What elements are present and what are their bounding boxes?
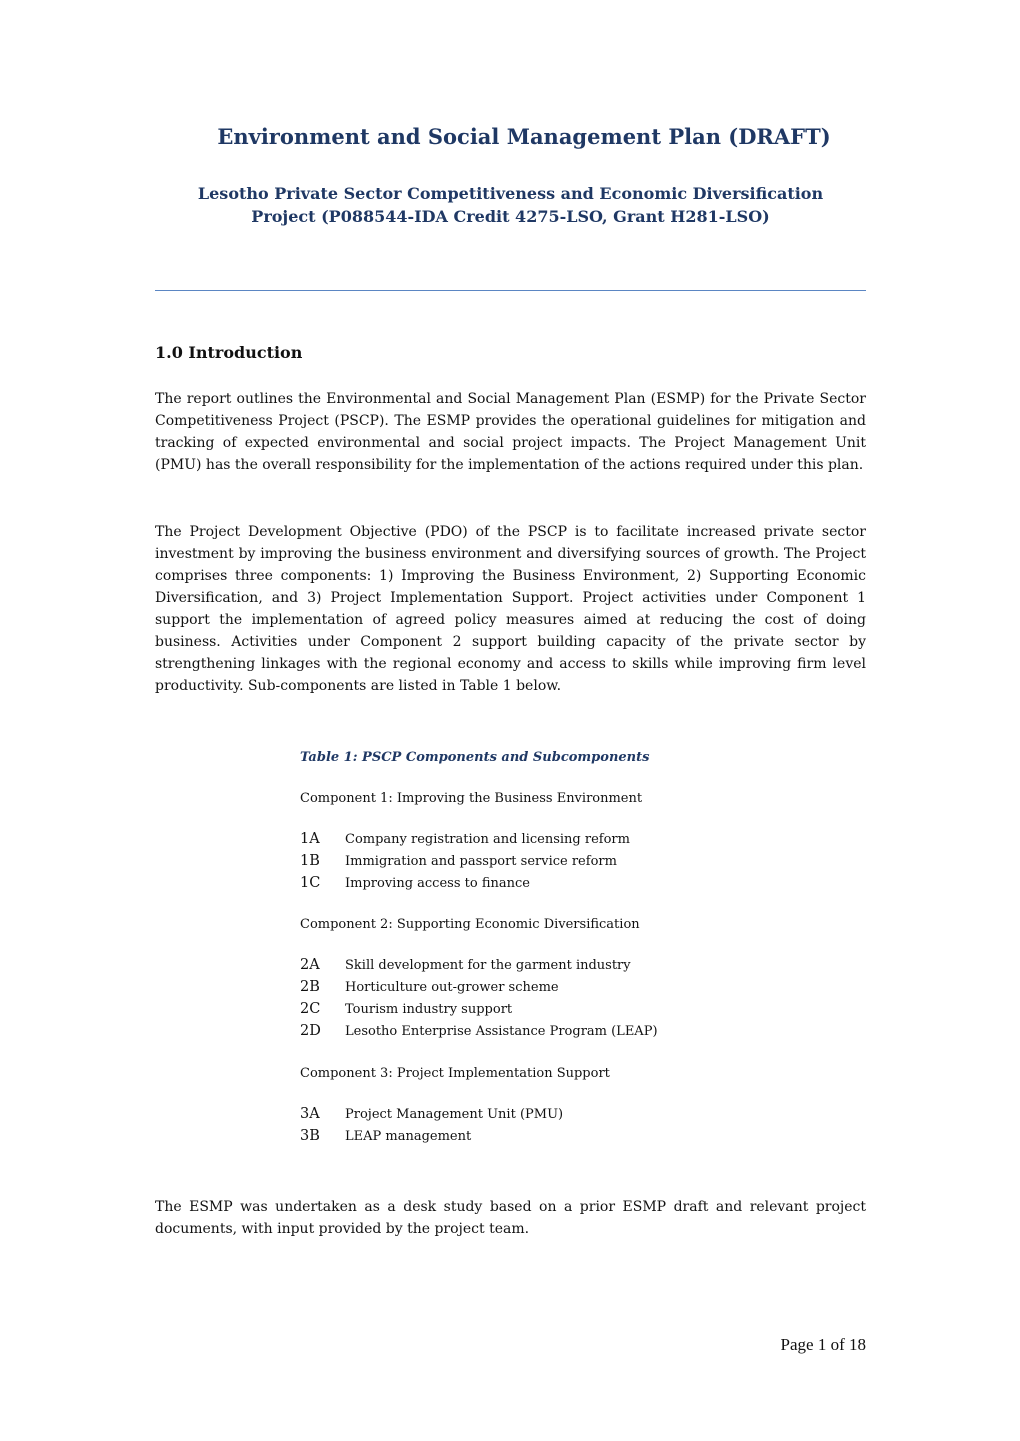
subcomponent-code: 2D: [300, 1023, 321, 1039]
paragraph-objective: The Project Development Objective (PDO) of the PSCP is to facilitate increased private sector investment by improving the business environment and diversifying sources of growth. The Project comprises three components: 1) Improving the Business Environment, 2) Supporting Economic Diversification, and 3) Project Implementation Support. Project activities under Component 1 support the implementation of agreed policy measures aimed at reducing the cost of doing business. Activities under Component 2 support building capacity of the private sector by strengthening linkages with the regional economy and access to skills while improving firm level productivity. Sub-components are listed in Table 1 below.: [155, 524, 866, 694]
subcomponent-label: Horticulture out-grower scheme: [345, 980, 559, 995]
subcomponent-row: [300, 979, 559, 1001]
subtitle-line: Project (P088544-IDA Credit 4275-LSO, Grant H281-LSO): [251, 207, 770, 226]
subcomponent-code: 2C: [300, 1001, 321, 1017]
section-heading: 1.0 Introduction: [155, 343, 303, 362]
subcomponent-row: [300, 1106, 563, 1128]
subcomponent-label: Tourism industry support: [345, 1002, 513, 1017]
subcomponent-code: 1B: [300, 853, 320, 869]
subtitle-line: Lesotho Private Sector Competitiveness and Economic Diversification: [197, 184, 824, 203]
subcomponent-code: 3A: [300, 1106, 320, 1122]
subcomponent-row: [300, 875, 530, 897]
paragraph-method: The ESMP was undertaken as a desk study based on a prior ESMP draft and relevant project documents, with input provided by the project team.: [155, 1199, 866, 1237]
table-caption: Table 1: PSCP Components and Subcomponents: [300, 750, 650, 765]
subcomponent-label: Improving access to finance: [345, 876, 530, 891]
subcomponent-row: [300, 957, 631, 979]
page-number: Page 1 of 18: [780, 1335, 866, 1354]
subcomponent-label: Immigration and passport service reform: [345, 854, 617, 869]
subcomponent-row: [300, 853, 617, 875]
subcomponent-label: Lesotho Enterprise Assistance Program (LEAP): [345, 1024, 658, 1039]
subcomponent-code: 1C: [300, 875, 321, 891]
subcomponent-label: Skill development for the garment industry: [345, 958, 631, 973]
horizontal-rule: [155, 290, 866, 291]
subcomponent-code: 1A: [300, 831, 320, 847]
subcomponent-row: [300, 831, 630, 853]
paragraph-intro: The report outlines the Environmental and Social Management Plan (ESMP) for the Private Sector Competitiveness Project (PSCP). The ESMP provides the operational guidelines for mitigation and tracking of expected environmental and social project impacts. The Project Management Unit (PMU) has the overall responsibility for the implementation of the actions required under this plan.: [155, 391, 866, 473]
subcomponent-label: Project Management Unit (PMU): [345, 1107, 564, 1122]
subcomponent-row: [300, 1023, 658, 1045]
component-heading: Component 2: Supporting Economic Diversification: [300, 917, 640, 932]
subcomponent-code: 2B: [300, 979, 320, 995]
component-heading: Component 3: Project Implementation Support: [300, 1066, 610, 1081]
document-title: Environment and Social Management Plan (DRAFT): [217, 124, 831, 149]
subcomponent-label: Company registration and licensing reform: [345, 832, 630, 847]
subcomponent-label: LEAP management: [345, 1129, 472, 1144]
document-subtitle: [155, 182, 866, 228]
subcomponent-row: [300, 1001, 512, 1023]
subcomponent-code: 3B: [300, 1128, 320, 1144]
subcomponent-code: 2A: [300, 957, 320, 973]
subcomponent-row: [300, 1128, 471, 1150]
component-heading: Component 1: Improving the Business Environment: [300, 791, 643, 806]
